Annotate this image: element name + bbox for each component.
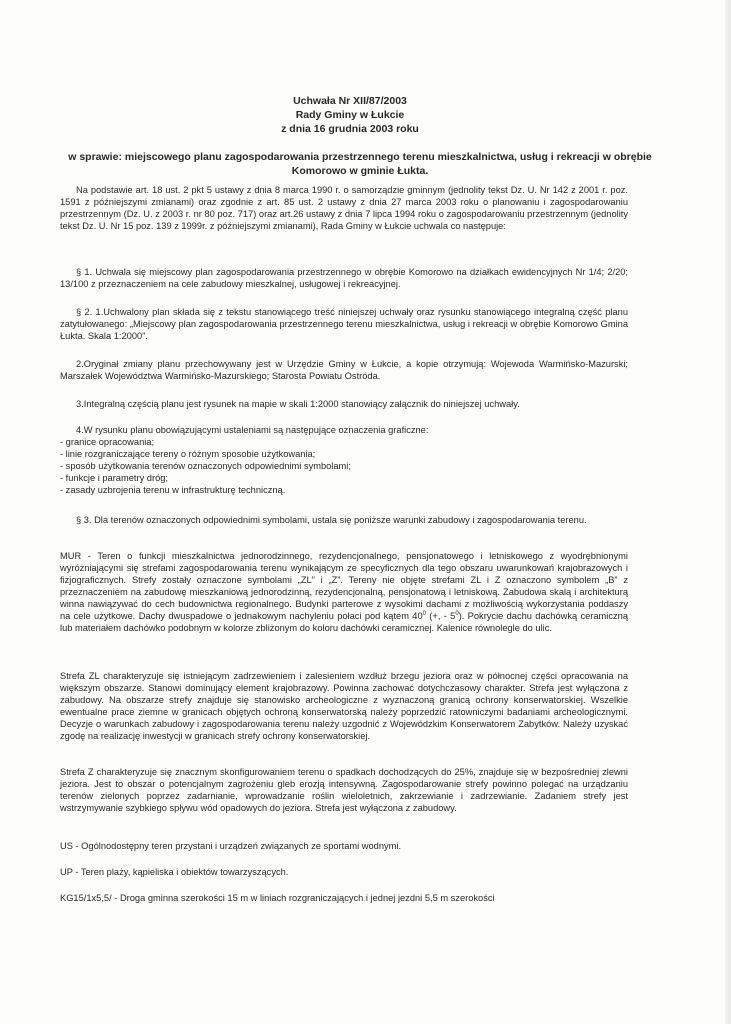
paragraph-2-section-4: 4.W rysunku planu obowiązującymi ustaleniami są następujące oznaczenia graficzne:	[76, 425, 429, 435]
list-item: - sposób użytkowania terenów oznaczonych odpowiednimi symbolami;	[60, 461, 351, 471]
paragraph-1: § 1. Uchwala się miejscowy plan zagospodarowania przestrzennego w obrębie Komorowo na działkach ewidencyjnych Nr 1/4; 2/20; 13/100 z przeznaczeniem na cele zabudowy mieszkalnej, usługowej i rekreacyjnej.	[60, 267, 628, 289]
kg-road-description: KG15/1x5,5/ - Droga gminna szerokości 15 m w liniach rozgraniczających i jednej jezdni 5,5 m szerokości	[60, 893, 495, 903]
list-item: - linie rozgraniczające tereny o różnym sposobie użytkowania;	[60, 449, 316, 459]
up-zone-description: UP - Teren plaży, kąpieliska i obiektów towarzyszących.	[60, 867, 289, 877]
degree-mark: 0	[422, 610, 426, 617]
resolution-date: z dnia 16 grudnia 2003 roku	[281, 123, 419, 135]
preamble: Na podstawie art. 18 ust. 2 pkt 5 ustawy z dnia 8 marca 1990 r. o samorządzie gminnym (jednolity tekst Dz. U. Nr 142 z 2001 r. poz. 1591 z późniejszymi zmianami) oraz zgodnie z art. 85 ust. 2 ustawy z dnia 27 marca 2003 roku o planowaniu i zagospodarowaniu przestrzennym (Dz. U. z 2003 r. nr 80 poz. 717) oraz art.26 ustawy z dnia 7 lipca 1994 roku o zagospodarowaniu przestrzennym (jednolity tekst Dz. U. Nr 15 poz. 139 z 1999r. z późniejszymi zmianami), Rada Gminy w Łukcie uchwala co następuje:	[60, 185, 628, 231]
z-zone-description: Strefa Z charakteryzuje się znacznym skonfigurowaniem terenu o spadkach dochodzących do 25%, znajduje się w bezpośredniej zlewni jeziora. Jest to obszar o potencjalnym zagrożeniu gleb erozją intensywną. Zagospodarowanie strefy powinno polegać na urządzaniu terenów zielonych poprzez zadarnianie, wprowadzanie roślin wieloletnich, zakrzewianie i zadrzewianie. Zadaniem strefy jest wstrzymywanie szybkiego spływu wód opadowych do jeziora. Strefa jest wyłączona z zabudowy.	[60, 767, 628, 813]
list-item: - granice opracowania;	[60, 437, 155, 447]
zl-zone-description: Strefa ZL charakteryzuje się istniejącym zadrzewieniem i zalesieniem wzdłuż brzegu jeziora oraz w północnej części opracowania na większym obszarze. Stanowi dominujący element krajobrazowy. Powinna zachować dotychczasowy charakter. Strefa jest wyłączona z zabudowy. Na obszarze strefy znajduje się stanowisko archeologiczne z wyznaczoną granicą ochrony konserwatorskiej. Wszelkie ewentualne prace ziemne w granicach objętych ochroną konserwatorską należy poprzedzić ratowniczymi badaniami archeologicznymi. Decyzje o warunkach zabudowy i zagospodarowania terenu należy uzgodnić z Wojewódzkim Konserwatorem Zabytków. Należy uzyskać zgodę na realizację inwestycji w granicach strefy ochrony konserwatorskiej.	[60, 671, 628, 741]
paragraph-2-section-1: § 2. 1.Uchwalony plan składa się z tekstu stanowiącego treść niniejszej uchwały oraz rysunku stanowiącego integralną część planu zatytułowanego: „Miejscowy plan zagospodarowania przestrzennego terenu mieszkalnictwa, usług i rekreacji w obrębie Komorowo Gmina Łukta. Skala 1:2000”.	[60, 307, 628, 341]
paragraph-3: § 3. Dla terenów oznaczonych odpowiednimi symbolami, ustala się poniższe warunki zabudowy i zagospodarowania terenu.	[76, 515, 587, 525]
resolution-subject: w sprawie: miejscowego planu zagospodarowania przestrzennego terenu mieszkalnictwa, usług i rekreacji w obrębie Komorowo w gminie Łukta.	[68, 151, 652, 177]
graphic-markings-list	[60, 436, 628, 496]
mur-zone-description	[60, 550, 628, 634]
council-name: Rady Gminy w Łukcie	[295, 109, 405, 121]
scan-edge	[725, 0, 731, 1024]
paragraph-2-section-3: 3.Integralną częścią planu jest rysunek na mapie w skali 1:2000 stanowiący załącznik do niniejszej uchwały.	[76, 399, 520, 409]
paragraph-2-section-2: 2.Oryginał zmiany planu przechowywany jest w Urzędzie Gminy w Łukcie, a kopie otrzymują: Wojewoda Warmińsko-Mazurski; Marszałek Województwa Warmińsko-Mazurskiego; Starosta Powiatu Ostróda.	[60, 359, 628, 381]
list-item: - funkcje i parametry dróg;	[60, 473, 168, 483]
us-zone-description: US - Ogólnodostępny teren przystani i urządzeń związanych ze sportami wodnymi.	[60, 841, 402, 851]
mur-text-b: (+, - 5	[425, 611, 456, 621]
degree-mark: 0	[455, 610, 459, 617]
mur-text-a: MUR - Teren o funkcji mieszkalnictwa jednorodzinnego, rezydencjonalnego, pensjonatowego i letniskowego z wyodrębnionymi wyróżniającymi się strefami zagospodarowania terenu wynikającym ze specyficznych dla tego obszaru uwarunkowań krajobrazowych i fizjograficznych. Strefy zostały oznaczone symbolami „ZL” i „Z”. Tereny nie objęte strefami ZL i Z oznaczono symbolem „B” z przeznaczeniem na zabudowę mieszkaniową jednorodzinną, rezydencjonalną, pensjonatową i letniskową. Zabudowa skalą i architekturą winna nawiązywać do cech budownictwa regionalnego. Budynki parterowe z wysokimi dachami z możliwością wykorzystania poddaszy na cele użytkowe. Dachy dwuspadowe o jednakowym nachyleniu połaci pod kątem 40	[60, 551, 628, 621]
resolution-header	[0, 94, 700, 136]
mur-text-c: ). Pokrycie dachu dachówką ceramiczną lub materiałem dachówko podobnym w kolorze zbliżonym do koloru dachówki ceramicznej. Kalenice równolegle do ulic.	[60, 611, 629, 633]
resolution-number: Uchwała Nr XII/87/2003	[293, 95, 407, 107]
list-item: - zasady uzbrojenia terenu w infrastrukturę techniczną.	[60, 485, 286, 495]
